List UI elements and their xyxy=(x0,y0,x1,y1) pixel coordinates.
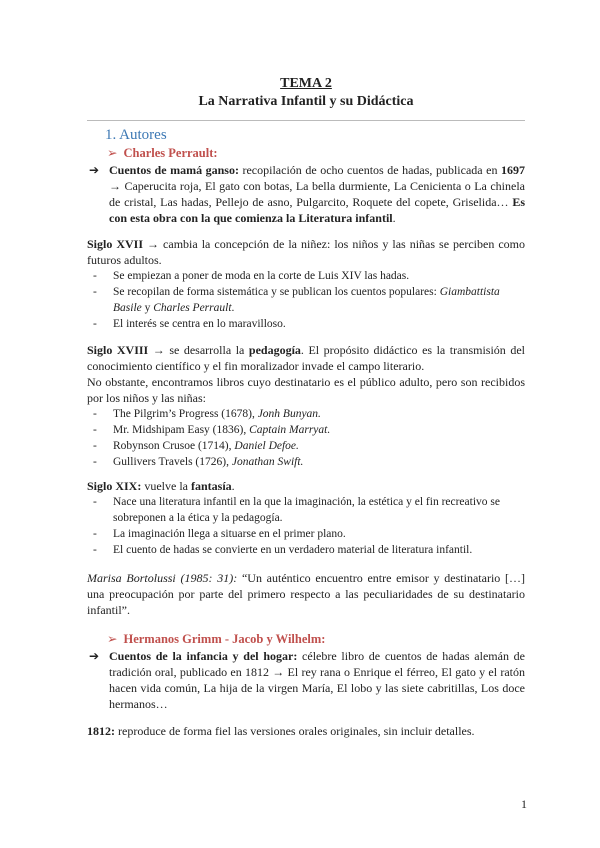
page-title: TEMA 2 xyxy=(280,76,332,91)
book-item: - Gullivers Travels (1726), Jonathan Swift. xyxy=(93,456,304,468)
page-number: 1 xyxy=(521,797,527,811)
subheading-perrault: ➢ Charles Perrault: xyxy=(107,146,218,160)
list-item: - Se empiezan a poner de moda en la corte de Luis XIV las hadas. xyxy=(93,270,410,282)
grimm-entry: ➔ Cuentos de la infancia y del hogar: célebre libro de cuentos de hadas alemán de tradición oral, publicado en 1812 → El rey rana o Enrique el férreo, El gato y el ratón hacen vida común, La hija de la virgen María, El lobo y las siete cabritillas, Los doce hermanos… xyxy=(89,649,525,711)
page-subtitle: La Narrativa Infantil y su Didáctica xyxy=(198,94,414,109)
section-heading-autores: 1. Autores xyxy=(105,127,167,143)
siglo-xviii-paragraph: Siglo XVIII → se desarrolla la pedagogía. El propósito didáctico es la transmisión del conocimiento científico y el fin moralizador invade el campo literario. No obstante, encontramos libros cuyo destinatario es el público adulto, pero son recibidos por los niños y las niñas: xyxy=(87,343,526,405)
book-item: - Mr. Midshipam Easy (1836), Captain Marryat. xyxy=(93,424,331,436)
siglo-xix-paragraph: Siglo XIX: vuelve la fantasía. xyxy=(87,479,235,493)
arrow-bullet-icon: ➔ xyxy=(89,163,100,177)
list-item: - Nace una literatura infantil en la que la imaginación, la estética y el fin recreativo se sobreponen a la ética y la pedagogía. xyxy=(93,496,500,524)
subheading-grimm: ➢ Hermanos Grimm - Jacob y Wilhelm: xyxy=(107,632,326,646)
list-item: - Se recopilan de forma sistemática y se publican los cuentos populares: Giambattista Basile y Charles Perrault. xyxy=(93,286,500,314)
siglo-xvii-paragraph: Siglo XVII → cambia la concepción de la niñez: los niños y las niñas se perciben como futuros adultos. xyxy=(87,237,526,267)
list-item: - El interés se centra en lo maravilloso. xyxy=(93,318,286,330)
list-item: - La imaginación llega a situarse en el primer plano. xyxy=(93,528,346,540)
list-item: - El cuento de hadas se convierte en un verdadero material de literatura infantil. xyxy=(93,544,473,556)
book-item: - The Pilgrim’s Progress (1678), Jonh Bunyan. xyxy=(93,408,321,420)
book-item: - Robynson Crusoe (1714), Daniel Defoe. xyxy=(93,440,299,452)
year-1812-paragraph: 1812: reproduce de forma fiel las versiones orales originales, sin incluir detalles. xyxy=(87,724,475,738)
arrowhead-icon: ➢ xyxy=(107,146,118,160)
quote-paragraph: Marisa Bortolussi (1985: 31): “Un auténtico encuentro entre emisor y destinatario […] una preocupación por parte del primero respecto a las peculiaridades de su destinatario infantil”. xyxy=(87,571,526,617)
arrowhead-icon: ➢ xyxy=(107,632,118,646)
perrault-entry: ➔ Cuentos de mamá ganso: recopilación de ocho cuentos de hadas, publicada en 1697 → Caperucita roja, El gato con botas, La bella durmiente, La Cenicienta o La chinela de cristal, Las hadas, Pellejo de asno, Pulgarcito, Roquete del copete, Griselida… Es con esta obra con la que comienza la Literatura infantil. xyxy=(89,163,526,225)
divider xyxy=(87,120,525,121)
arrow-bullet-icon: ➔ xyxy=(89,649,100,663)
